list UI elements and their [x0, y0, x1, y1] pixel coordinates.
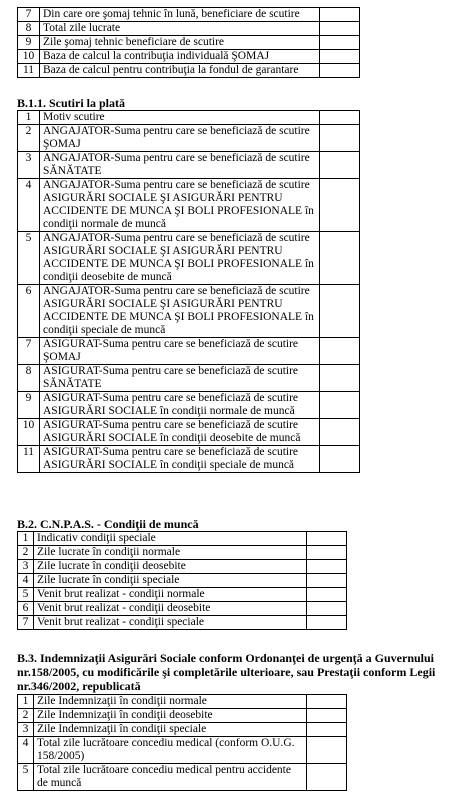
row-label: Zile lucrate în condiţii speciale	[34, 574, 307, 588]
row-label: Zile Indemnizaţii în condiţii speciale	[34, 723, 307, 737]
value-cell[interactable]	[320, 392, 360, 419]
row-number: 5	[18, 588, 34, 602]
row-number: 9	[18, 36, 40, 50]
row-label: Zile lucrate în condiţii normale	[34, 546, 307, 560]
table-row	[18, 22, 360, 36]
table-top	[17, 7, 360, 78]
row-label: Total zile lucrătoare concediu medical pentru accidente de muncă	[34, 764, 307, 791]
table-row	[18, 532, 347, 546]
row-number: 5	[18, 764, 34, 791]
table-row	[18, 560, 347, 574]
row-label: ANGAJATOR-Suma pentru care se beneficiază de scutire ASIGURĂRI SOCIALE ŞI ASIGURĂRI PENTRU ACCIDENTE DE MUNCA ŞI BOLI PROFESIONALE în condiţii normale de muncă	[40, 179, 320, 232]
row-number: 7	[18, 8, 40, 22]
row-number: 2	[18, 546, 34, 560]
value-cell[interactable]	[307, 546, 347, 560]
row-number: 10	[18, 419, 40, 446]
value-cell[interactable]	[307, 560, 347, 574]
row-number: 4	[18, 574, 34, 588]
row-number: 11	[18, 64, 40, 78]
row-number: 1	[18, 695, 34, 709]
row-label: ASIGURAT-Suma pentru care se beneficiază de scutire ASIGURĂRI SOCIALE în condiţii deosebite de muncă	[40, 419, 320, 446]
value-cell[interactable]	[307, 616, 347, 630]
row-label: Din care ore şomaj tehnic în lună, beneficiare de scutire	[40, 8, 320, 22]
table-row	[18, 285, 360, 338]
table-row	[18, 125, 360, 152]
table-row	[18, 338, 360, 365]
section-b11-heading: B.1.1. Scutiri la plată	[17, 96, 126, 110]
row-label: ANGAJATOR-Suma pentru care se beneficiază de scutire ASIGURĂRI SOCIALE ŞI ASIGURĂRI PENTRU ACCIDENTE DE MUNCA ŞI BOLI PROFESIONALE în condiţii deosebite de muncă	[40, 232, 320, 285]
row-number: 7	[18, 338, 40, 365]
row-label: Zile şomaj tehnic beneficiare de scutire	[40, 36, 320, 50]
value-cell[interactable]	[320, 152, 360, 179]
row-label: Motiv scutire	[40, 111, 320, 125]
table-row	[18, 392, 360, 419]
row-number: 6	[18, 285, 40, 338]
value-cell[interactable]	[307, 737, 347, 764]
table-row	[18, 764, 347, 791]
value-cell[interactable]	[307, 574, 347, 588]
row-number: 4	[18, 737, 34, 764]
value-cell[interactable]	[320, 64, 360, 78]
row-label: Total zile lucrate	[40, 22, 320, 36]
value-cell[interactable]	[320, 8, 360, 22]
row-label: Zile lucrate în condiţii deosebite	[34, 560, 307, 574]
table-row	[18, 179, 360, 232]
value-cell[interactable]	[307, 764, 347, 791]
row-number: 8	[18, 22, 40, 36]
table-row	[18, 365, 360, 392]
row-number: 10	[18, 50, 40, 64]
table-row	[18, 602, 347, 616]
table-row	[18, 50, 360, 64]
row-label: Baza de calcul la contribuţia individuală ŞOMAJ	[40, 50, 320, 64]
value-cell[interactable]	[320, 419, 360, 446]
row-number: 3	[18, 152, 40, 179]
table-row	[18, 152, 360, 179]
value-cell[interactable]	[320, 179, 360, 232]
row-label: ASIGURAT-Suma pentru care se beneficiază de scutire ASIGURĂRI SOCIALE în condiţii normale de muncă	[40, 392, 320, 419]
row-number: 7	[18, 616, 34, 630]
row-label: Venit brut realizat - condiţii deosebite	[34, 602, 307, 616]
table-row	[18, 616, 347, 630]
row-number: 8	[18, 365, 40, 392]
value-cell[interactable]	[320, 338, 360, 365]
value-cell[interactable]	[320, 232, 360, 285]
row-number: 1	[18, 532, 34, 546]
table-b2	[17, 531, 347, 630]
table-row	[18, 36, 360, 50]
section-b3-heading: B.3. Indemnizaţii Asigurări Sociale conform Ordonanţei de urgenţă a Guvernului nr.158/2005, cu modificările şi completările ulterioare, sau Prestaţii conform Legii nr.346/2002, republicată	[17, 651, 436, 693]
row-number: 11	[18, 446, 40, 473]
row-label: ASIGURAT-Suma pentru care se beneficiază de scutire ŞOMAJ	[40, 338, 320, 365]
table-row	[18, 588, 347, 602]
table-row	[18, 546, 347, 560]
table-row	[18, 8, 360, 22]
value-cell[interactable]	[320, 285, 360, 338]
row-label: ASIGURAT-Suma pentru care se beneficiază de scutire SĂNĂTATE	[40, 365, 320, 392]
table-row	[18, 695, 347, 709]
value-cell[interactable]	[320, 446, 360, 473]
table-row	[18, 232, 360, 285]
value-cell[interactable]	[307, 602, 347, 616]
row-label: Total zile lucrătoare concediu medical (conform O.U.G. 158/2005)	[34, 737, 307, 764]
row-label: Zile Indemnizaţii în condiţii deosebite	[34, 709, 307, 723]
row-number: 2	[18, 709, 34, 723]
table-b3	[17, 694, 347, 791]
row-label: ASIGURAT-Suma pentru care se beneficiază de scutire ASIGURĂRI SOCIALE în condiţii speciale de muncă	[40, 446, 320, 473]
value-cell[interactable]	[320, 50, 360, 64]
value-cell[interactable]	[307, 723, 347, 737]
value-cell[interactable]	[320, 22, 360, 36]
row-number: 3	[18, 560, 34, 574]
row-label: Venit brut realizat - condiţii speciale	[34, 616, 307, 630]
row-number: 3	[18, 723, 34, 737]
table-row	[18, 111, 360, 125]
row-label: Indicativ condiţii speciale	[34, 532, 307, 546]
table-row	[18, 446, 360, 473]
table-row	[18, 419, 360, 446]
row-label: Zile Indemnizaţii în condiţii normale	[34, 695, 307, 709]
row-label: ANGAJATOR-Suma pentru care se beneficiază de scutire ASIGURĂRI SOCIALE ŞI ASIGURĂRI PENTRU ACCIDENTE DE MUNCA ŞI BOLI PROFESIONALE în condiţii speciale de muncă	[40, 285, 320, 338]
table-row	[18, 574, 347, 588]
row-label: ANGAJATOR-Suma pentru care se beneficiază de scutire SĂNĂTATE	[40, 152, 320, 179]
table-b11	[17, 110, 360, 473]
value-cell[interactable]	[307, 709, 347, 723]
row-number: 9	[18, 392, 40, 419]
row-number: 2	[18, 125, 40, 152]
value-cell[interactable]	[320, 365, 360, 392]
value-cell[interactable]	[307, 532, 347, 546]
row-number: 1	[18, 111, 40, 125]
value-cell[interactable]	[307, 588, 347, 602]
value-cell[interactable]	[320, 36, 360, 50]
row-number: 6	[18, 602, 34, 616]
value-cell[interactable]	[320, 111, 360, 125]
value-cell[interactable]	[307, 695, 347, 709]
table-row	[18, 737, 347, 764]
section-b2-heading: B.2. C.N.P.A.S. - Condiţii de muncă	[17, 517, 199, 531]
table-row	[18, 709, 347, 723]
row-number: 5	[18, 232, 40, 285]
table-row	[18, 723, 347, 737]
row-number: 4	[18, 179, 40, 232]
row-label: Venit brut realizat - condiţii normale	[34, 588, 307, 602]
table-row	[18, 64, 360, 78]
row-label: ANGAJATOR-Suma pentru care se beneficiază de scutire ŞOMAJ	[40, 125, 320, 152]
value-cell[interactable]	[320, 125, 360, 152]
row-label: Baza de calcul pentru contribuţia la fondul de garantare	[40, 64, 320, 78]
